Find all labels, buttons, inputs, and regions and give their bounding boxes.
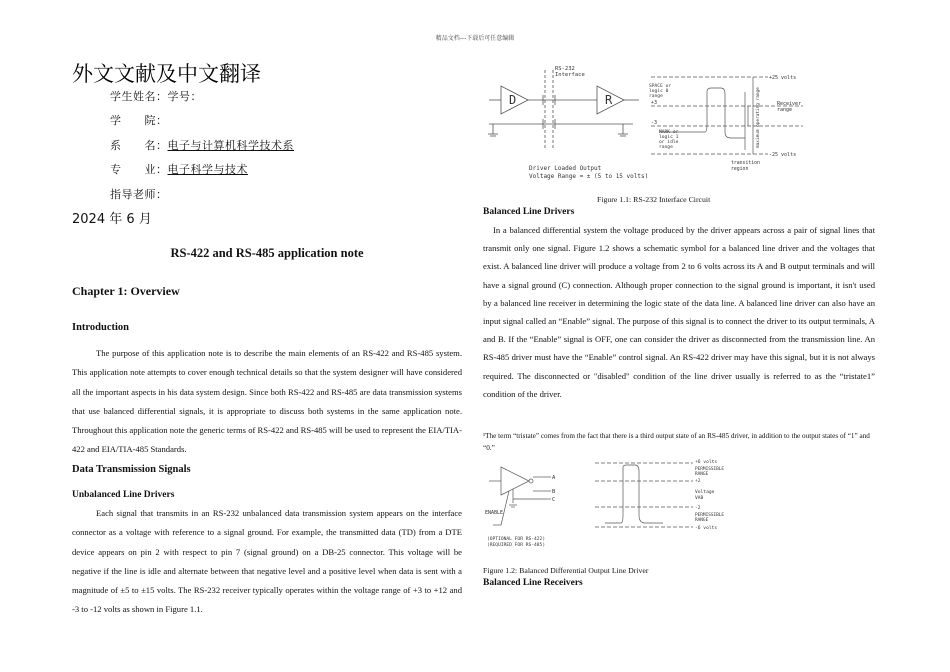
perm-label: PERMISSIBLE bbox=[695, 467, 725, 472]
v-plus25: +25 volts bbox=[769, 75, 797, 81]
mark-label: MARK or bbox=[659, 130, 679, 135]
balanced-waveform-line bbox=[605, 465, 663, 523]
unbalanced-heading: Unbalanced Line Drivers bbox=[72, 490, 175, 500]
v-minus25: -25 volts bbox=[769, 152, 797, 158]
terminal-a: A bbox=[552, 475, 556, 481]
mark-label: or idle bbox=[659, 140, 679, 145]
intro-text: The purpose of this application note is to describe the main elements of an RS-422 and RS-485 system. This application note attempts to cover enough technical details so that the system designer will have considered all the important aspects in his data system design. Since both RS-422 and RS-485 are data transmission systems that use balanced differential signals, it is appropriate to discuss both systems in the same application note. Throughout this application note the generic terms of RS-422 and RS-485 will be used to represent the EIA/TIA-422 and EIA/TIA-485 Standards. bbox=[72, 348, 462, 455]
v-plus6: +6 volts bbox=[695, 460, 718, 465]
cover-row-college bbox=[110, 112, 168, 128]
cover-row-advisor bbox=[110, 186, 168, 202]
footnote: ¹The term “tristate” comes from the fact that there is a third output state of an RS-485 driver, in addition to the output states of “1” and “0.” bbox=[483, 432, 870, 452]
v-plus3: +3 bbox=[651, 100, 658, 106]
receiver-label: R bbox=[605, 93, 613, 107]
receivers-heading: Balanced Line Receivers bbox=[483, 578, 583, 588]
transition-label: transition bbox=[731, 161, 760, 166]
driver-output-label: Driver Loaded Output bbox=[529, 165, 602, 172]
required-label: (REQUIRED FOR RS-485) bbox=[487, 543, 546, 548]
intro-paragraph bbox=[72, 344, 462, 460]
unbalanced-paragraph bbox=[72, 504, 462, 620]
vab-label: VAB bbox=[695, 496, 704, 501]
cover-row-key: 专 业： bbox=[110, 163, 168, 176]
balanced-heading: Balanced Line Drivers bbox=[483, 207, 575, 217]
perm-label: RANGE bbox=[695, 472, 709, 477]
chapter-heading: Chapter 1: Overview bbox=[72, 284, 180, 298]
receiver-range-label: Receiver bbox=[777, 101, 802, 107]
cover-row-key: 学生姓名：学号： bbox=[110, 90, 202, 103]
data-transmission-heading: Data Transmission Signals bbox=[72, 464, 191, 475]
enable-label: ENABLE bbox=[485, 510, 504, 516]
cover-row-key: 指导老师： bbox=[110, 188, 168, 201]
cover-title: 外文文献及中文翻译 bbox=[72, 62, 261, 86]
optional-label: (OPTIONAL FOR RS-422) bbox=[487, 537, 546, 542]
v-minus6: -6 volts bbox=[695, 526, 718, 531]
cover-date: 2024 年 6 月 bbox=[72, 212, 152, 227]
cover-row-student bbox=[110, 88, 202, 104]
terminal-b: B bbox=[552, 489, 556, 495]
balanced-paragraph bbox=[483, 221, 875, 403]
voltage-range-label: Voltage Range = ± (5 to 15 volts) bbox=[529, 173, 649, 180]
mark-label: range bbox=[659, 145, 673, 150]
page-header: 精品文档---下载后可任意编辑 bbox=[435, 35, 515, 42]
cover-row-key: 系 名： bbox=[110, 139, 168, 152]
space-label: logic 0 bbox=[649, 89, 669, 94]
balanced-text: In a balanced differential system the voltage produced by the driver appears across a pair of signal lines that transmit only one signal. Figure 1.2 shows a schematic symbol for a balanced line driver and the voltages that exist. A balanced line driver will produce a voltage from 2 to 6 volts across its A and B output terminals and will have a signal ground (C) connection. Although proper connection to the signal ground is important, it isn't used by a balanced line receiver in determining the logic state of the data line. A balanced line driver can also have an input signal called an “Enable” signal. The purpose of this signal is to connect the driver to its output terminals, A and B. If the “Enable” signal is OFF, one can consider the driver as disconnected from the transmission line. An RS-485 driver must have the “Enable” control signal. An RS-422 driver may have this signal, but it is not always required. The disconnected or "disabled" condition of the line driver usually is referred to as the “tristate1” condition of the driver. bbox=[483, 225, 875, 399]
interface-label: Interface bbox=[555, 72, 585, 78]
voltage-label: Voltage bbox=[695, 490, 715, 495]
figure-1-1-rs232-circuit bbox=[483, 62, 813, 190]
mark-label: logic 1 bbox=[659, 135, 679, 140]
perm-label: PERMISSIBLE bbox=[695, 513, 725, 518]
receiver-range-label: range bbox=[777, 107, 793, 113]
cover-row-value: 电子科学与技术 bbox=[167, 163, 248, 176]
space-label: SPACE or bbox=[649, 84, 672, 89]
transition-label: region bbox=[731, 167, 749, 172]
terminal-c: C bbox=[552, 497, 556, 503]
v-plus2: +2 bbox=[695, 479, 701, 484]
v-minus2: -2 bbox=[695, 506, 701, 511]
rs232-label: RS-232 bbox=[555, 66, 575, 72]
cover-row-value: 电子与计算机科学技术系 bbox=[167, 139, 294, 152]
unbalanced-text: Each signal that transmits in an RS-232 unbalanced data transmission system appears on the interface connector as a voltage with reference to a signal ground. For example, the transmitted data (TD) from a DTE device appears on pin 2 with respect to pin 7 (signal ground) on a DB-25 connector. This voltage will be negative if the line is idle and alternate between that negative level and a positive level when data is sent with a magnitude of ±5 to ±15 volts. The RS-232 receiver typically operates within the voltage range of +3 to +12 and -3 to -12 volts as shown in Figure 1.1. bbox=[72, 508, 462, 615]
max-range-label: maximum operating range bbox=[756, 87, 761, 148]
cover-row-department bbox=[110, 137, 294, 153]
cover-row-key: 学 院： bbox=[110, 114, 168, 127]
balanced-driver-triangle bbox=[501, 467, 529, 495]
figure-1-1-caption: Figure 1.1: RS-232 Interface Circuit bbox=[597, 195, 711, 204]
figure-1-2-balanced-driver bbox=[483, 455, 743, 555]
figure-1-2-caption: Figure 1.2: Balanced Differential Output Line Driver bbox=[483, 566, 649, 575]
intro-heading: Introduction bbox=[72, 322, 129, 333]
driver-label: D bbox=[509, 93, 517, 107]
document-title: RS-422 and RS-485 application note bbox=[170, 246, 364, 260]
space-label: range bbox=[649, 94, 663, 99]
v-minus3: -3 bbox=[651, 120, 658, 126]
perm-label: RANGE bbox=[695, 518, 709, 523]
cover-row-major bbox=[110, 161, 248, 177]
